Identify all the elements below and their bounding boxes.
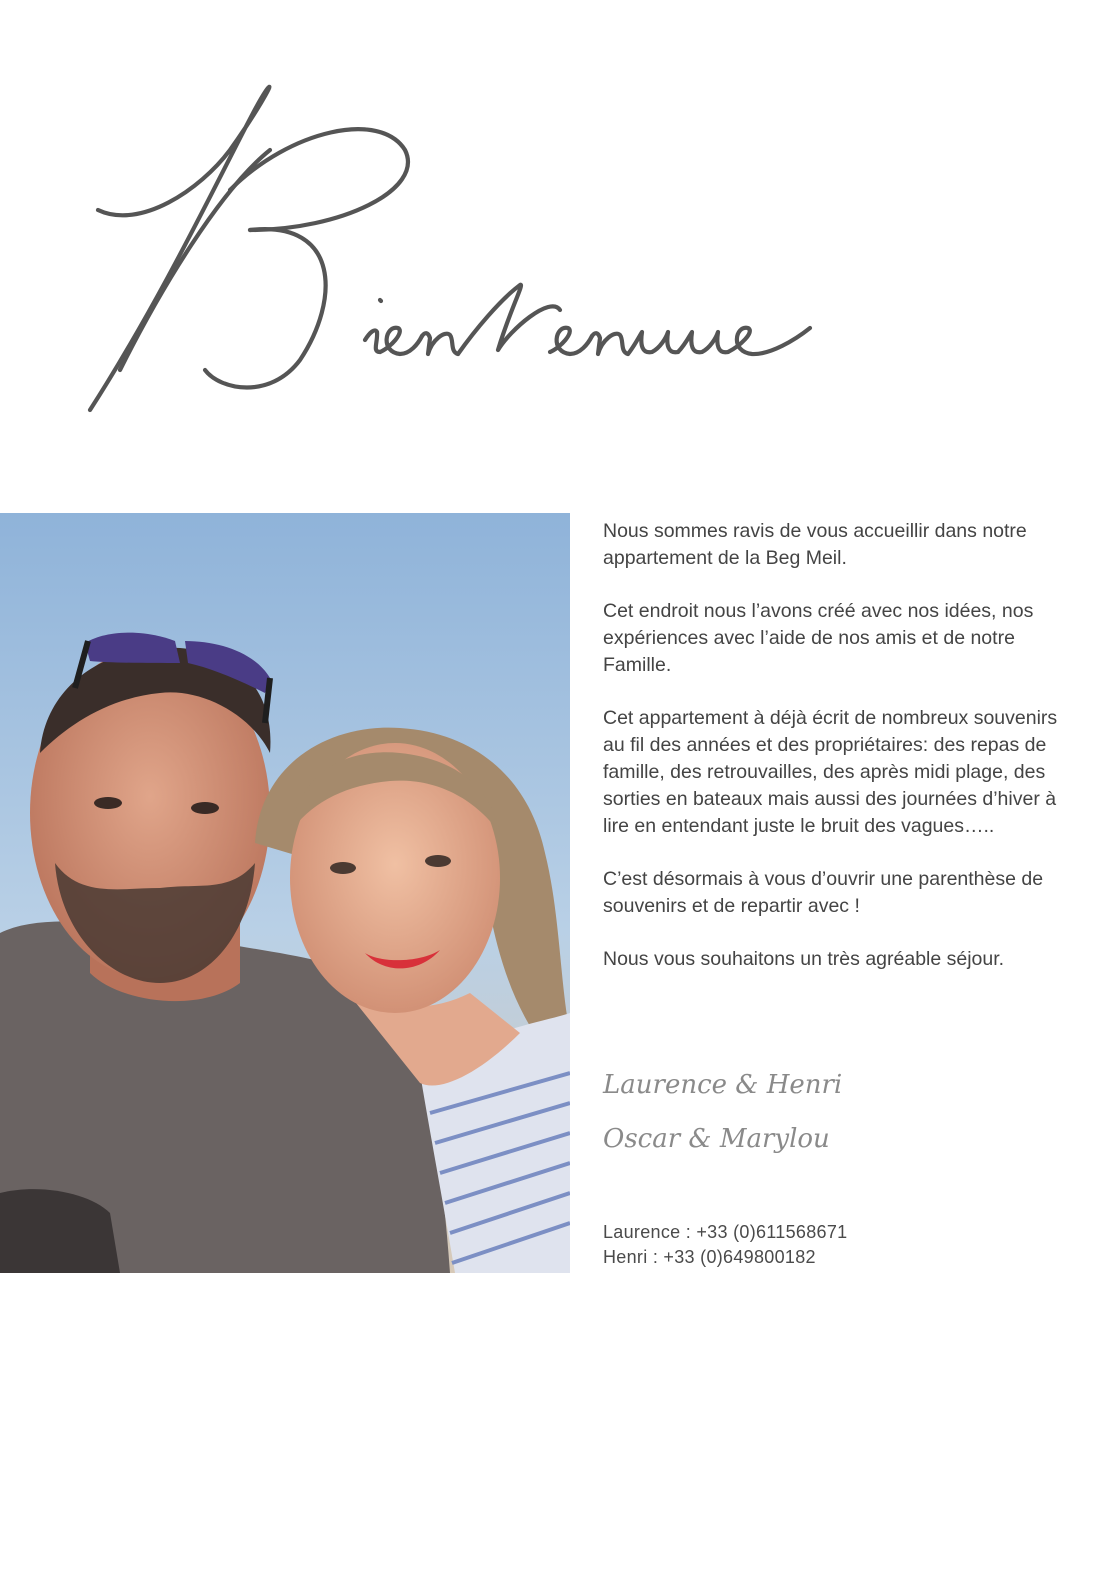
signatures (603, 1058, 903, 1166)
message-paragraph: C’est désormais à vous d’ouvrir une parenthèse de souvenirs et de repartir avec ! (603, 868, 1044, 917)
couple-photo (0, 513, 570, 1273)
signature-line: Oscar & Marylou (603, 1124, 830, 1154)
contact-laurence: Laurence : +33 (0)611568671 (603, 1222, 848, 1242)
contact-henri: Henri : +33 (0)649800182 (603, 1247, 816, 1267)
message-paragraph: Cet appartement à déjà écrit de nombreux souvenirs au fil des années et des propriétaires: des repas de famille, des retrouvailles, des après midi plage, des sorties en bateaux mais aussi des journées d’hiver à lire en entendant juste le bruit des vagues….. (603, 707, 1058, 837)
contact-info (603, 1220, 963, 1270)
page-title (80, 70, 840, 430)
message-paragraph: Cet endroit nous l’avons créé avec nos idées, nos expériences avec l’aide de nos amis et de notre Famille. (603, 600, 1034, 676)
welcome-message (603, 518, 1073, 999)
message-paragraph: Nous sommes ravis de vous accueillir dans notre appartement de la Beg Meil. (603, 520, 1027, 569)
message-paragraph: Nous vous souhaitons un très agréable séjour. (603, 948, 1005, 970)
bienvenue-script-title (80, 70, 840, 430)
signature-line: Laurence & Henri (603, 1070, 843, 1100)
